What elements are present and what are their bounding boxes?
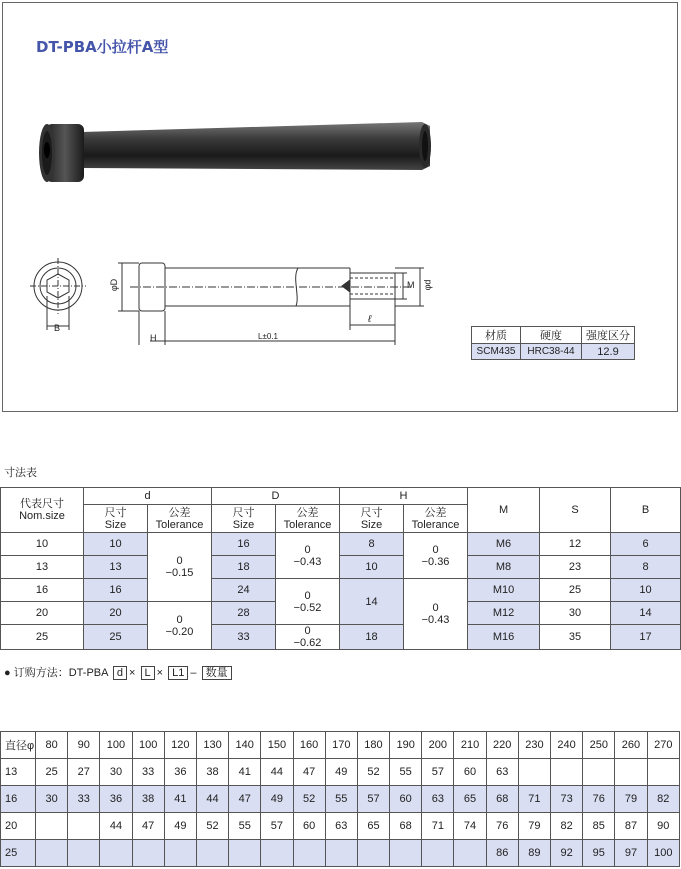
length-header-cell: 170 [325,732,357,759]
length-header-cell: 100 [100,732,132,759]
length-header-cell: 200 [422,732,454,759]
length-cell [422,840,454,867]
length-cell [229,840,261,867]
length-cell: 90 [647,813,679,840]
length-cell: 82 [647,786,679,813]
length-cell: 25 [36,759,68,786]
D-tol-cell: 0 −0.43 [276,533,340,579]
D-size-header: 尺寸 Size [212,505,276,533]
table-row [1,625,681,650]
order-d-box: d [113,666,127,680]
order-qty-box: 数量 [202,666,232,680]
bullet-icon: ● [4,667,11,679]
length-cell: 76 [583,786,615,813]
diameter-header: 直径φ [1,732,36,759]
label-L: L±0.1 [258,332,278,341]
length-cell: 57 [357,786,389,813]
diameter-cell: 25 [1,840,36,867]
length-cell: 44 [196,786,228,813]
length-cell: 47 [293,759,325,786]
length-cell: 60 [390,786,422,813]
length-cell: 92 [551,840,583,867]
D-tol-header: 公差 Tolerance [276,505,340,533]
dash-sign: – [190,667,197,679]
length-cell: 57 [261,813,293,840]
length-header-cell: 260 [615,732,647,759]
d-cell: 25 [84,625,148,650]
table-row [1,840,680,867]
length-cell: 30 [100,759,132,786]
H-cell: 14 [340,579,404,625]
D-group-header: D [212,488,340,505]
length-cell: 82 [551,813,583,840]
label-M: M [407,280,415,290]
H-group-header: H [340,488,468,505]
length-cell: 68 [486,786,518,813]
length-header-cell: 100 [132,732,164,759]
nom-cell: 13 [1,556,84,579]
H-cell: 8 [340,533,404,556]
label-H: H [150,333,157,343]
length-cell [261,840,293,867]
length-cell: 55 [325,786,357,813]
length-cell: 87 [615,813,647,840]
nom-cell: 16 [1,579,84,602]
length-cell: 63 [422,786,454,813]
length-cell: 47 [229,786,261,813]
length-cell: 52 [293,786,325,813]
length-cell: 60 [293,813,325,840]
table-row [1,579,681,602]
times-sign: × [129,667,136,679]
nom-size-header: 代表尺寸 Nom.size [1,488,84,533]
table-row [1,556,681,579]
table-row [1,786,680,813]
table-row [1,759,680,786]
length-cell [36,813,68,840]
length-cell [68,840,100,867]
length-cell: 85 [583,813,615,840]
M-cell: M10 [468,579,540,602]
H-cell: 18 [340,625,404,650]
hardness-value: HRC38-44 [521,344,582,360]
B-cell: 6 [611,533,681,556]
B-cell: 17 [611,625,681,650]
length-cell [196,840,228,867]
table-row [1,813,680,840]
diameter-cell: 16 [1,786,36,813]
length-cell [68,813,100,840]
d-cell: 13 [84,556,148,579]
D-cell: 16 [212,533,276,556]
length-cell: 55 [229,813,261,840]
d-cell: 10 [84,533,148,556]
length-cell: 63 [486,759,518,786]
length-cell: 47 [132,813,164,840]
length-cell: 38 [196,759,228,786]
length-header-cell: 90 [68,732,100,759]
D-tol-cell: 0 −0.62 [276,625,340,650]
length-header-cell: 160 [293,732,325,759]
length-header-cell: 140 [229,732,261,759]
nom-cell: 25 [1,625,84,650]
M-cell: M16 [468,625,540,650]
end-view-drawing [30,258,86,330]
length-cell: 41 [229,759,261,786]
strength-header: 强度区分 [582,327,635,344]
material-value: SCM435 [472,344,521,360]
length-cell: 36 [164,759,196,786]
H-tol-header: 公差 Tolerance [404,505,468,533]
strength-value: 12.9 [582,344,635,360]
label-phi-D: φD [109,278,120,292]
diameter-cell: 20 [1,813,36,840]
times-sign: × [156,667,164,679]
length-cell: 73 [551,786,583,813]
product-title: DT-PBA小拉杆A型 [36,38,169,56]
B-cell: 10 [611,579,681,602]
length-header-cell: 240 [551,732,583,759]
label-B: B [54,323,61,333]
dimension-table [0,487,681,650]
length-cell [390,840,422,867]
order-L-box: L [141,666,155,680]
H-tol-cell: 0 −0.43 [404,579,468,650]
B-cell: 14 [611,602,681,625]
B-header: B [611,488,681,533]
nom-cell: 10 [1,533,84,556]
M-header: M [468,488,540,533]
S-cell: 25 [540,579,611,602]
length-cell: 71 [422,813,454,840]
length-cell: 60 [454,759,486,786]
order-method [4,664,234,680]
D-cell: 33 [212,625,276,650]
length-cell [36,840,68,867]
S-header: S [540,488,611,533]
length-cell: 79 [615,786,647,813]
length-cell: 52 [357,759,389,786]
length-cell: 49 [325,759,357,786]
B-cell: 8 [611,556,681,579]
length-header-cell: 80 [36,732,68,759]
length-cell: 95 [583,840,615,867]
D-cell: 18 [212,556,276,579]
D-cell: 24 [212,579,276,602]
rod-photo [39,122,431,182]
d-cell: 16 [84,579,148,602]
length-header-cell: 210 [454,732,486,759]
M-cell: M8 [468,556,540,579]
D-cell: 28 [212,602,276,625]
length-header-cell: 230 [518,732,550,759]
length-cell: 49 [261,786,293,813]
length-cell: 49 [164,813,196,840]
length-cell [615,759,647,786]
H-tol-cell: 0 −0.36 [404,533,468,579]
length-cell: 33 [68,786,100,813]
S-cell: 23 [540,556,611,579]
length-cell [518,759,550,786]
length-header-cell: 180 [357,732,389,759]
H-cell: 10 [340,556,404,579]
length-cell: 41 [164,786,196,813]
length-header-row [1,732,680,759]
order-text: 订购方法：DT-PBA [13,667,108,679]
length-cell: 30 [36,786,68,813]
S-cell: 30 [540,602,611,625]
length-header-cell: 250 [583,732,615,759]
material-header: 材质 [472,327,521,344]
material-table [471,326,635,360]
length-cell [583,759,615,786]
length-header-cell: 150 [261,732,293,759]
d-tol-cell: 0 −0.20 [148,602,212,650]
length-cell [100,840,132,867]
length-cell: 79 [518,813,550,840]
length-cell: 68 [390,813,422,840]
length-cell: 65 [357,813,389,840]
d-cell: 20 [84,602,148,625]
S-cell: 35 [540,625,611,650]
length-header-cell: 120 [164,732,196,759]
length-cell: 33 [132,759,164,786]
length-cell [357,840,389,867]
hardness-header: 硬度 [521,327,582,344]
length-header-cell: 190 [390,732,422,759]
M-cell: M12 [468,602,540,625]
length-cell [647,759,679,786]
d-tol-header: 公差 Tolerance [148,505,212,533]
length-cell: 63 [325,813,357,840]
length-cell [551,759,583,786]
length-cell [293,840,325,867]
d-group-header: d [84,488,212,505]
D-tol-cell: 0 −0.52 [276,579,340,625]
length-header-cell: 130 [196,732,228,759]
d-size-header: 尺寸 Size [84,505,148,533]
length-cell [132,840,164,867]
diameter-cell: 13 [1,759,36,786]
d-tol-cell: 0 −0.15 [148,533,212,602]
label-l: ℓ [368,314,372,325]
length-cell [325,840,357,867]
nom-cell: 20 [1,602,84,625]
length-cell: 36 [100,786,132,813]
label-phi-d: φd [422,279,433,291]
length-cell: 71 [518,786,550,813]
H-size-header: 尺寸 Size [340,505,404,533]
length-cell: 27 [68,759,100,786]
M-cell: M6 [468,533,540,556]
dimension-table-title: 寸法表 [4,467,37,479]
length-cell: 74 [454,813,486,840]
length-cell [164,840,196,867]
length-cell: 57 [422,759,454,786]
length-cell [454,840,486,867]
length-table [0,731,680,867]
length-cell: 86 [486,840,518,867]
length-header-cell: 220 [486,732,518,759]
length-cell: 65 [454,786,486,813]
length-cell: 89 [518,840,550,867]
length-cell: 76 [486,813,518,840]
length-cell: 97 [615,840,647,867]
length-cell: 38 [132,786,164,813]
S-cell: 12 [540,533,611,556]
length-cell: 55 [390,759,422,786]
length-header-cell: 270 [647,732,679,759]
length-cell: 44 [100,813,132,840]
length-cell: 100 [647,840,679,867]
length-cell: 52 [196,813,228,840]
order-L1-box: L1 [168,666,188,680]
table-row [1,533,681,556]
length-cell: 44 [261,759,293,786]
